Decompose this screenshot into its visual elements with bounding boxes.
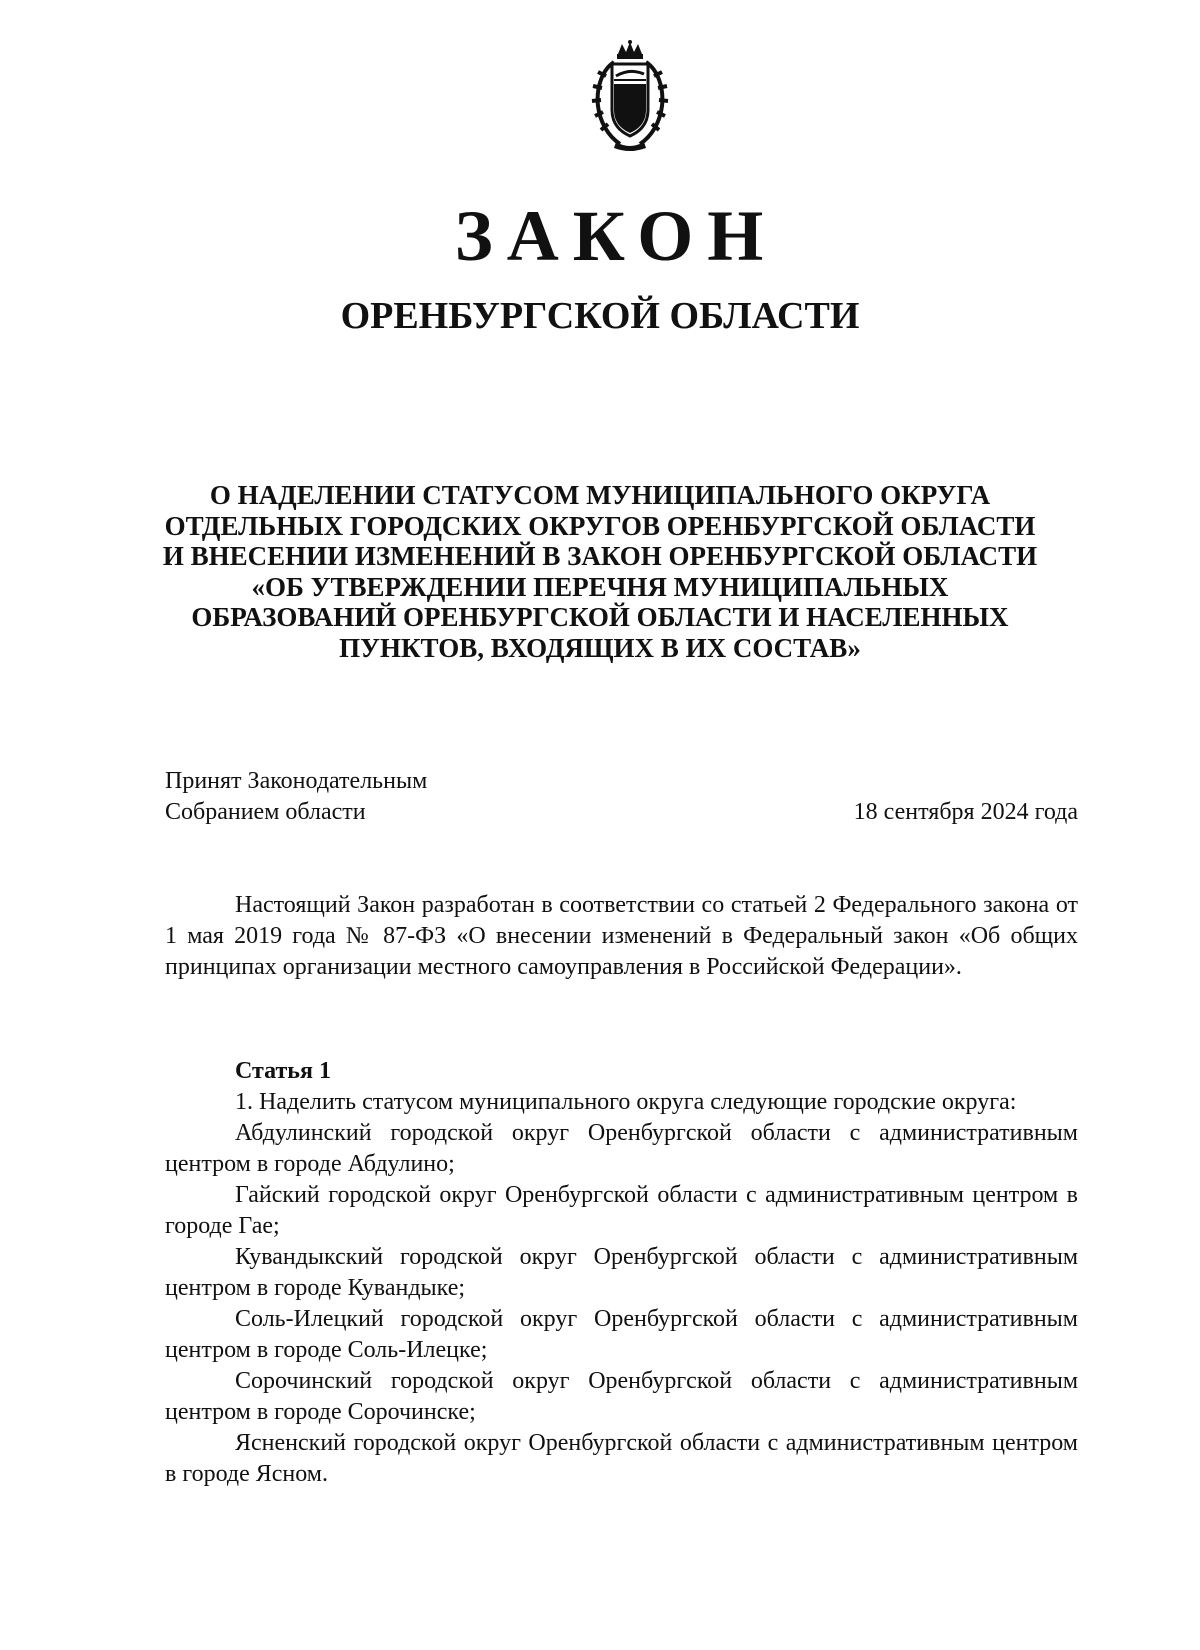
article-list-item: Сорочинский городской округ Оренбургской области с административным центром в городе Сорочинске; — [165, 1368, 1078, 1425]
article-heading: Статья 1 — [235, 1058, 331, 1084]
coat-of-arms-emblem — [584, 40, 676, 152]
adoption-authority-line: Собранием области — [165, 799, 366, 825]
subject-line: ОТДЕЛЬНЫХ ГОРОДСКИХ ОКРУГОВ ОРЕНБУРГСКОЙ ОБЛАСТИ — [164, 510, 1036, 541]
law-title: ЗАКОН — [454, 196, 778, 276]
article-intro: 1. Наделить статусом муниципального округа следующие городские округа: — [235, 1089, 1017, 1115]
subject-line: ПУНКТОВ, ВХОДЯЩИХ В ИХ СОСТАВ» — [339, 632, 861, 663]
law-subject-title — [150, 480, 1050, 663]
region-title: ОРЕНБУРГСКОЙ ОБЛАСТИ — [340, 295, 860, 337]
article-list-item: Гайский городской округ Оренбургской области с административным центром в городе Гае; — [165, 1182, 1078, 1239]
subject-line: И ВНЕСЕНИИ ИЗМЕНЕНИЙ В ЗАКОН ОРЕНБУРГСКОЙ ОБЛАСТИ — [162, 541, 1038, 571]
article-list-item: Соль-Илецкий городской округ Оренбургской области с административным центром в городе Соль-Илецке; — [165, 1306, 1078, 1363]
adoption-date: 18 сентября 2024 года — [853, 799, 1078, 825]
preamble-paragraph: Настоящий Закон разработан в соответствии со статьей 2 Федерального закона от 1 мая 2019 года № 87-ФЗ «О внесении изменений в Федеральный закон «Об общих принципах организации местного самоуправления в Российской Федерации». — [165, 892, 1078, 980]
article-list-item: Абдулинский городской округ Оренбургской области с административным центром в городе Абдулино; — [165, 1120, 1078, 1177]
adoption-authority — [165, 766, 427, 828]
article-list-item: Кувандыкский городской округ Оренбургской области с административным центром в городе Кувандыке; — [165, 1244, 1078, 1301]
subject-line: «ОБ УТВЕРЖДЕНИИ ПЕРЕЧНЯ МУНИЦИПАЛЬНЫХ — [251, 571, 949, 602]
subject-line: ОБРАЗОВАНИЙ ОРЕНБУРГСКОЙ ОБЛАСТИ И НАСЕЛЕННЫХ — [191, 602, 1009, 632]
article-1 — [165, 1056, 1078, 1490]
article-list-item: Ясненский городской округ Оренбургской области с административным центром в городе Ясном. — [165, 1430, 1078, 1487]
preamble — [165, 890, 1078, 983]
subject-line: О НАДЕЛЕНИИ СТАТУСОМ МУНИЦИПАЛЬНОГО ОКРУГА — [209, 480, 991, 510]
adoption-authority-line: Принят Законодательным — [165, 768, 428, 794]
